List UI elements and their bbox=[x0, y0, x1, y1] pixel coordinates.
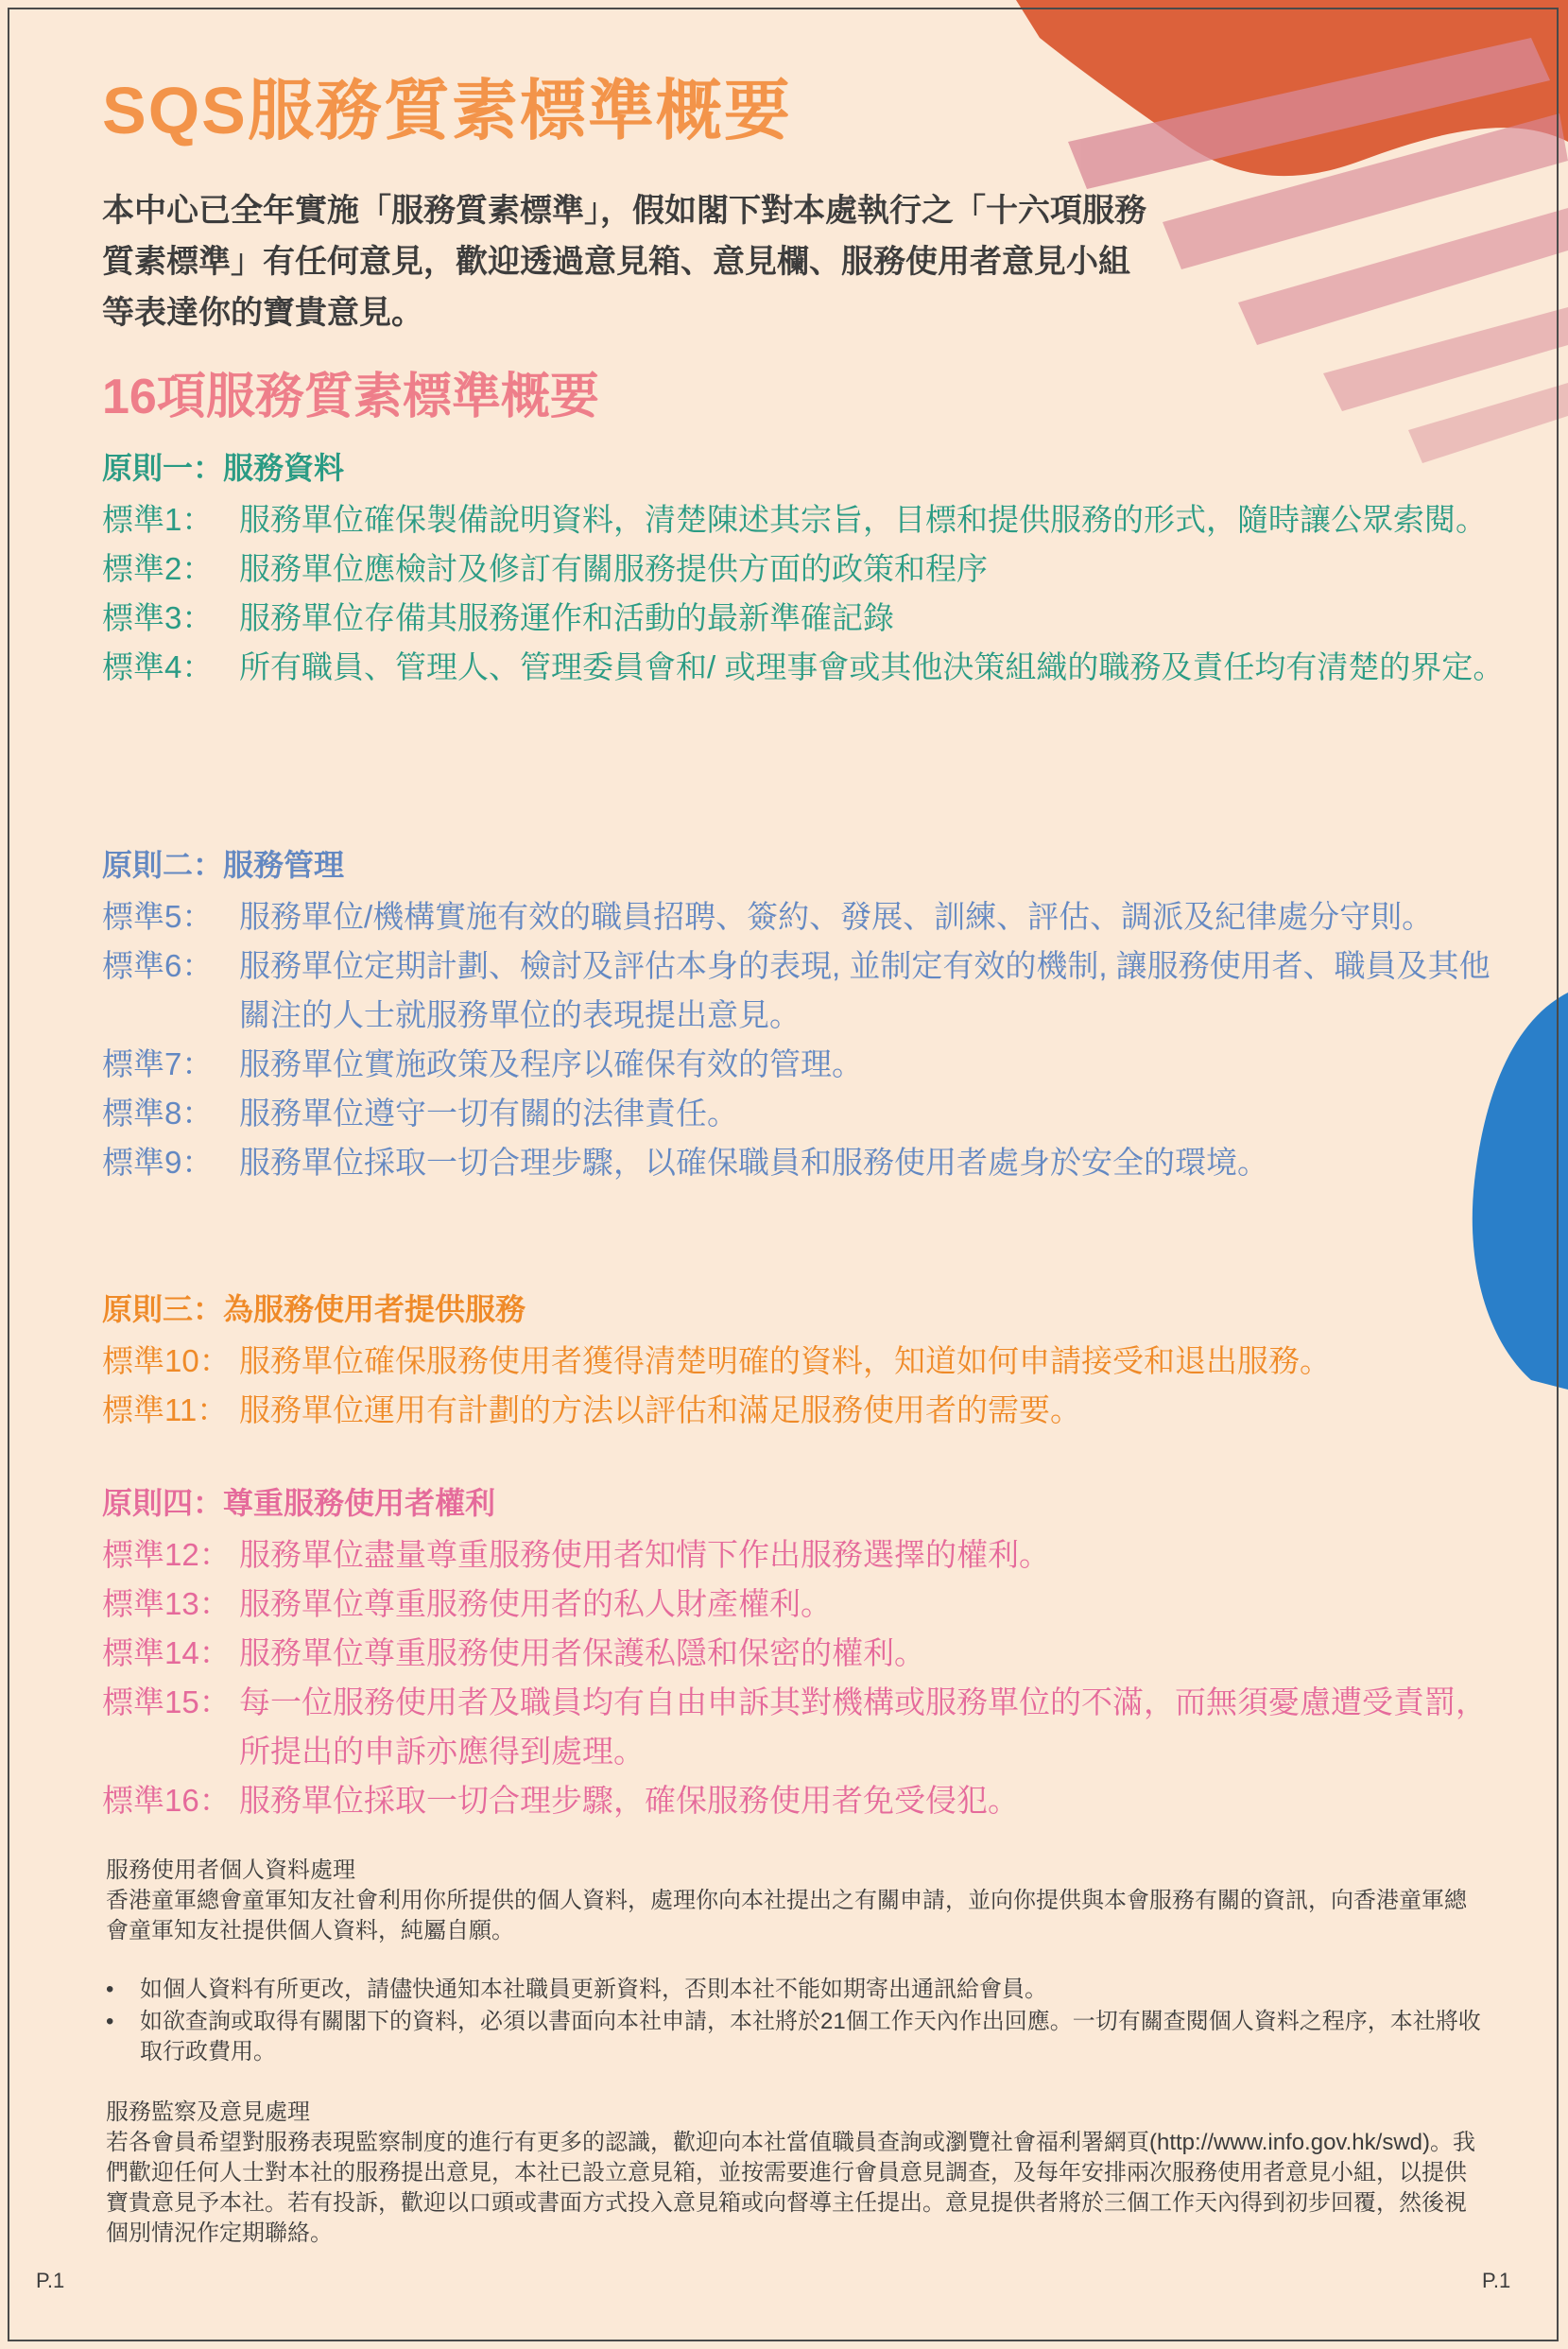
monitor-text: 若各會員希望對服務表現監察制度的進行有更多的認識，歡迎向本社當值職員查詢或瀏覽社會福利署網頁(http://www.info.gov.hk/swd)。我們歡迎任何人士對本社的服務提出意見，本社已設立意見箱，並按需要進行會員意見調查，及每年安排兩次服務使用者意見小組，以提供寶貴意見予本社。若有投訴，歡迎以口頭或書面方式投入意見箱或向督導主任提出。意見提供者將於三個工作天內得到初步回覆，然後視個別情況作定期聯絡。 bbox=[106, 2130, 1475, 2246]
principle-2 bbox=[102, 841, 1510, 1187]
monitor-title: 服務監察及意見處理 bbox=[106, 2099, 310, 2125]
bullet-text: 如欲查詢或取得有關閣下的資料，必須以書面向本社申請，本社將於21個工作天內作出回應。一切有關查閱個人資料之程序，本社將收取行政費用。 bbox=[140, 2009, 1481, 2064]
standard-text: 服務單位實施政策及程序以確保有效的管理。 bbox=[239, 1046, 863, 1081]
standard-label: 標準11： bbox=[102, 1392, 229, 1427]
standard-label: 標準7： bbox=[102, 1046, 214, 1081]
standard-label: 標準1： bbox=[102, 502, 214, 537]
list-item bbox=[106, 2007, 1486, 2067]
standard-label: 標準4： bbox=[102, 649, 214, 684]
standard-text: 服務單位確保服務使用者獲得清楚明確的資料，知道如何申請接受和退出服務。 bbox=[239, 1343, 1331, 1378]
standard-text: 服務單位採取一切合理步驟，以確保職員和服務使用者處身於安全的環境。 bbox=[239, 1145, 1268, 1180]
bullet-icon: • bbox=[106, 2009, 114, 2034]
standard-item bbox=[102, 1530, 1510, 1580]
bullet-icon: • bbox=[106, 1977, 114, 2002]
standard-text: 服務單位遵守一切有關的法律責任。 bbox=[239, 1096, 738, 1131]
principle-heading: 原則四：尊重服務使用者權利 bbox=[102, 1486, 496, 1520]
standard-text: 服務單位確保製備說明資料，清楚陳述其宗旨，目標和提供服務的形式，隨時讓公眾索閱。 bbox=[239, 502, 1487, 537]
standard-text: 每一位服務使用者及職員均有自由申訴其對機構或服務單位的不滿，而無須憂慮遭受責罰，所提出的申訴亦應得到處理。 bbox=[239, 1684, 1487, 1769]
section-subtitle: 16項服務質素標準概要 bbox=[102, 370, 599, 424]
standard-label: 標準9： bbox=[102, 1145, 214, 1180]
standard-label: 標準15： bbox=[102, 1684, 231, 1719]
standard-item bbox=[102, 1629, 1510, 1678]
standard-text: 服務單位採取一切合理步驟，確保服務使用者免受侵犯。 bbox=[239, 1783, 1019, 1818]
principle-4 bbox=[102, 1479, 1510, 1825]
standard-text: 服務單位尊重服務使用者的私人財產權利。 bbox=[239, 1586, 832, 1621]
standard-text: 服務單位尊重服務使用者保護私隱和保密的權利。 bbox=[239, 1635, 925, 1670]
standard-item bbox=[102, 495, 1510, 544]
privacy-text: 香港童軍總會童軍知友社會利用你所提供的個人資料，處理你向本社提出之有關申請，並向你提供與本會服務有關的資訊，向香港童軍總會童軍知友社提供個人資料，純屬自願。 bbox=[106, 1888, 1467, 1943]
principle-heading: 原則三：為服務使用者提供服務 bbox=[102, 1292, 526, 1326]
page-number-left: P.1 bbox=[36, 2269, 65, 2292]
standard-text: 服務單位盡量尊重服務使用者知情下作出服務選擇的權利。 bbox=[239, 1537, 1050, 1572]
standard-text: 所有職員、管理人、管理委員會和/ 或理事會或其他決策組織的職務及責任均有清楚的界定。 bbox=[239, 649, 1505, 684]
standard-item bbox=[102, 594, 1510, 643]
standard-item bbox=[102, 1580, 1510, 1629]
standard-text: 服務單位定期計劃、檢討及評估本身的表現, 並制定有效的機制, 讓服務使用者、職員及其他關注的人士就服務單位的表現提出意見。 bbox=[239, 948, 1490, 1032]
standard-text: 服務單位/機構實施有效的職員招聘、簽約、發展、訓練、評估、調派及紀律處分守則。 bbox=[239, 899, 1434, 934]
spacer bbox=[106, 2069, 1486, 2098]
standard-label: 標準2： bbox=[102, 551, 214, 586]
standard-item bbox=[102, 941, 1510, 1040]
standard-label: 標準10： bbox=[102, 1343, 231, 1378]
standard-item bbox=[102, 643, 1510, 692]
standard-item bbox=[102, 1386, 1510, 1435]
page-title: SQS服務質素標準概要 bbox=[102, 74, 792, 147]
page-number-right: P.1 bbox=[1482, 2269, 1511, 2292]
standard-label: 標準14： bbox=[102, 1635, 231, 1670]
standard-label: 標準13： bbox=[102, 1586, 231, 1621]
standard-item bbox=[102, 1776, 1510, 1825]
standard-text: 服務單位應檢討及修訂有關服務提供方面的政策和程序 bbox=[239, 551, 988, 586]
standard-item bbox=[102, 1089, 1510, 1138]
standard-item bbox=[102, 1678, 1510, 1776]
standard-label: 標準6： bbox=[102, 948, 214, 983]
principle-3 bbox=[102, 1286, 1510, 1435]
standard-label: 標準12： bbox=[102, 1537, 231, 1572]
standard-item bbox=[102, 1138, 1510, 1187]
principle-1 bbox=[102, 444, 1510, 692]
standard-item bbox=[102, 892, 1510, 941]
standard-text: 服務單位運用有計劃的方法以評估和滿足服務使用者的需要。 bbox=[239, 1392, 1081, 1427]
principle-heading: 原則一：服務資料 bbox=[102, 451, 345, 485]
privacy-bullet-list bbox=[106, 1975, 1486, 2067]
footer-notes bbox=[106, 1856, 1486, 2249]
bullet-text: 如個人資料有所更改，請儘快通知本社職員更新資料，否則本社不能如期寄出通訊給會員。 bbox=[140, 1977, 1047, 2002]
standard-item bbox=[102, 544, 1510, 594]
principle-heading: 原則二：服務管理 bbox=[102, 848, 345, 882]
privacy-title: 服務使用者個人資料處理 bbox=[106, 1857, 355, 1883]
standard-item bbox=[102, 1337, 1510, 1386]
standard-item bbox=[102, 1040, 1510, 1089]
standard-label: 標準3： bbox=[102, 600, 214, 635]
standard-text: 服務單位存備其服務運作和活動的最新準確記錄 bbox=[239, 600, 894, 635]
intro-paragraph: 本中心已全年實施「服務質素標準」，假如閣下對本處執行之「十六項服務質素標準」有任何意見，歡迎透過意見箱、意見欄、服務使用者意見小組等表達你的寶貴意見。 bbox=[102, 193, 1146, 331]
standard-label: 標準5： bbox=[102, 899, 214, 934]
standard-label: 標準16： bbox=[102, 1783, 231, 1818]
standard-label: 標準8： bbox=[102, 1096, 214, 1131]
list-item bbox=[106, 1975, 1486, 2005]
